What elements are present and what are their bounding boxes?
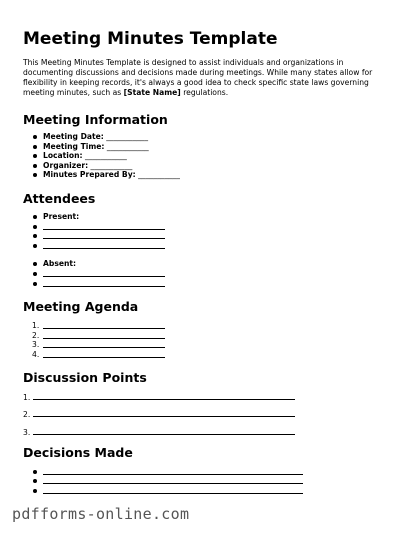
discussion-heading: Discussion Points xyxy=(23,369,147,385)
location-blank[interactable]: ___________ xyxy=(85,151,127,161)
agenda-heading: Meeting Agenda xyxy=(23,299,139,315)
list-item xyxy=(23,212,398,222)
minutes-prepared-by-blank[interactable]: ___________ xyxy=(138,170,180,180)
present-blank-3[interactable] xyxy=(43,241,165,249)
agenda-number: 1. xyxy=(32,321,40,331)
absent-blank-1[interactable] xyxy=(43,269,165,277)
meeting-info-heading: Meeting Information xyxy=(23,112,168,127)
list-item xyxy=(23,269,398,279)
state-name-placeholder: [State Name] xyxy=(123,88,181,97)
meeting-info-list xyxy=(23,132,398,180)
list-item xyxy=(23,231,398,241)
discussion-blank-2[interactable] xyxy=(33,409,295,417)
absent-label: Absent: xyxy=(43,259,77,269)
list-item xyxy=(23,132,398,142)
meeting-date-blank[interactable]: ___________ xyxy=(106,132,149,141)
decisions-heading: Decisions Made xyxy=(23,444,133,460)
agenda-blank-3[interactable] xyxy=(43,340,165,348)
document-page xyxy=(23,28,398,496)
present-blank-2[interactable] xyxy=(43,231,165,239)
page-title: Meeting Minutes Template xyxy=(23,29,278,49)
meeting-time-label: Meeting Time: xyxy=(43,141,105,151)
list-item xyxy=(23,392,398,402)
agenda-number: 4. xyxy=(32,349,40,359)
list-item xyxy=(23,142,398,152)
discussion-number: 3. xyxy=(23,428,31,438)
watermark-footer: pdfforms-online.com xyxy=(12,505,190,523)
list-item xyxy=(23,161,398,171)
discussion-number: 2. xyxy=(23,410,31,420)
meeting-date-label: Meeting Date: xyxy=(43,132,104,141)
present-label: Present: xyxy=(43,211,80,221)
intro-text: This Meeting Minutes Template is designed to assist individuals and organizations in documenting discussions and decisions made during meetings. While many states allow for flexibility in keeping records, it's always a good idea to check specific state laws governing meeting minutes, such as xyxy=(23,58,373,97)
list-item xyxy=(23,222,398,232)
discussion-blank-3[interactable] xyxy=(33,427,295,435)
decision-blank-3[interactable] xyxy=(43,486,303,494)
present-blank-1[interactable] xyxy=(43,222,165,230)
list-item xyxy=(23,467,398,477)
agenda-number: 3. xyxy=(32,340,40,350)
meeting-time-blank[interactable]: ___________ xyxy=(106,141,149,151)
list-item xyxy=(23,321,398,331)
list-item xyxy=(23,151,398,161)
absent-list xyxy=(23,259,398,288)
decision-blank-2[interactable] xyxy=(43,476,303,484)
agenda-blank-4[interactable] xyxy=(43,350,165,358)
list-item xyxy=(23,486,398,496)
discussion-blank-1[interactable] xyxy=(33,392,295,400)
list-item xyxy=(23,340,398,350)
discussion-number: 1. xyxy=(23,392,31,402)
present-list xyxy=(23,212,398,250)
agenda-list xyxy=(23,321,398,359)
decisions-list xyxy=(23,467,398,496)
list-item xyxy=(23,409,398,419)
list-item xyxy=(23,170,398,180)
discussion-list xyxy=(23,392,398,438)
list-item xyxy=(23,427,398,437)
agenda-blank-1[interactable] xyxy=(43,321,165,329)
list-item xyxy=(23,350,398,360)
agenda-number: 2. xyxy=(32,330,40,340)
list-item xyxy=(23,259,398,269)
minutes-prepared-by-label: Minutes Prepared By: xyxy=(43,170,136,180)
intro-text-end: regulations. xyxy=(180,88,229,97)
location-label: Location: xyxy=(43,151,83,161)
agenda-blank-2[interactable] xyxy=(43,331,165,339)
list-item xyxy=(23,476,398,486)
list-item xyxy=(23,279,398,289)
intro-paragraph xyxy=(23,58,395,98)
absent-blank-2[interactable] xyxy=(43,279,165,287)
list-item xyxy=(23,241,398,251)
decision-blank-1[interactable] xyxy=(43,467,303,475)
organizer-label: Organizer: xyxy=(43,160,89,170)
list-item xyxy=(23,331,398,341)
attendees-heading: Attendees xyxy=(23,190,96,206)
organizer-blank[interactable]: ___________ xyxy=(90,160,133,170)
